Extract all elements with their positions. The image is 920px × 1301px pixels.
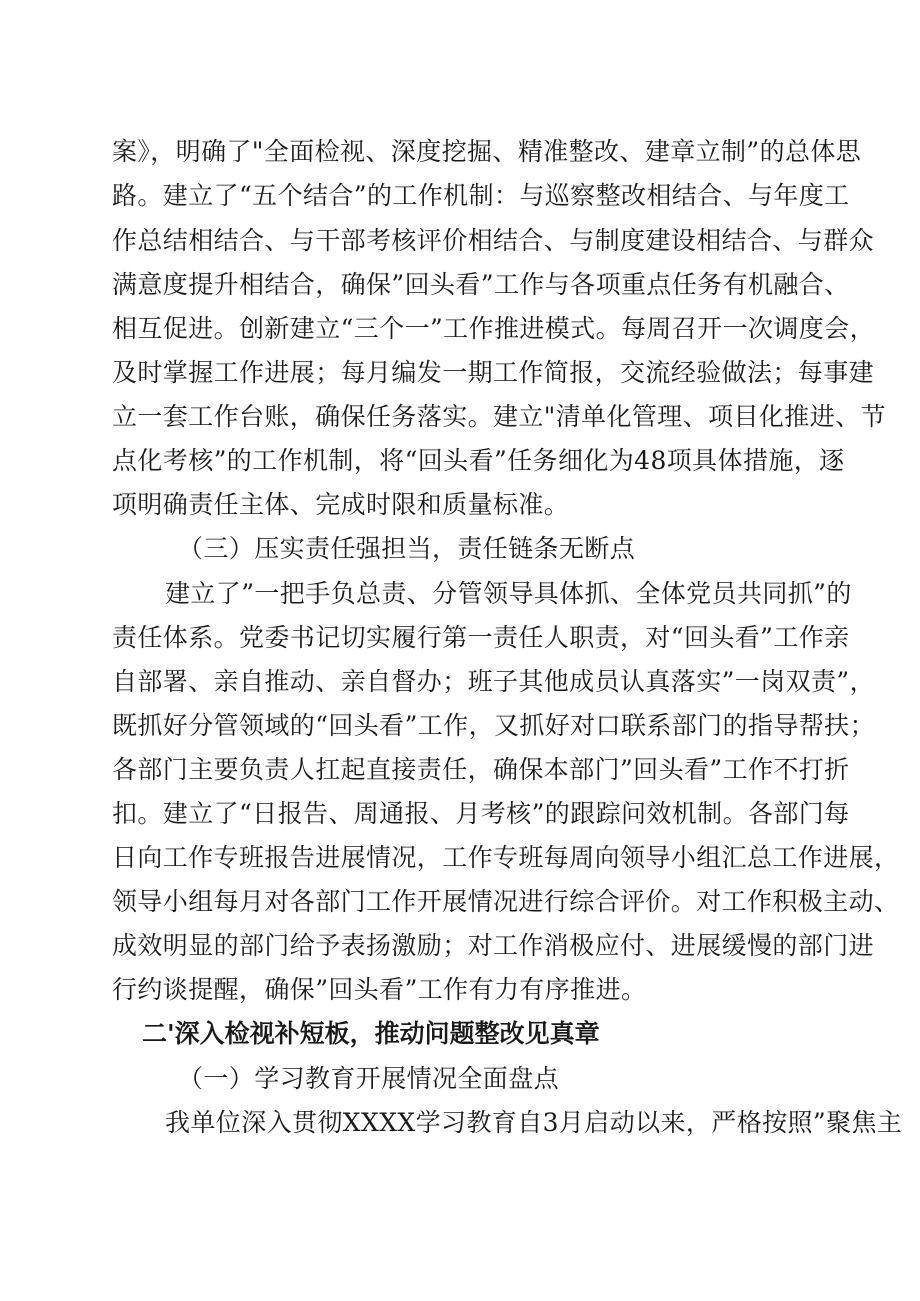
- paragraph-line: 点化考核”的工作机制，将“回头看”任务细化为48项具体措施，逐: [112, 446, 845, 475]
- paragraph-line: 日向工作专班报告进展情况，工作专班每周向领导小组汇总工作进展，: [112, 843, 900, 872]
- paragraph-line: 成效明显的部门给予表扬激励；对工作消极应付、进展缓慢的部门进: [112, 931, 875, 960]
- paragraph-line: 领导小组每月对各部门工作开展情况进行综合评价。对工作积极主动、: [112, 887, 900, 916]
- paragraph-line: 各部门主要负责人扛起直接责任，确保本部门”回头看”工作不打折: [112, 755, 850, 784]
- paragraph-line: 相互促进。创新建立“三个一”工作推进模式。每周召开一次调度会，: [112, 314, 875, 343]
- section-subheading: （一）学习教育开展情况全面盘点: [178, 1064, 560, 1093]
- paragraph-line: 作总结相结合、与干部考核评价相结合、与制度建设相结合、与群众: [112, 226, 875, 255]
- paragraph-line: 既抓好分管领域的“回头看”工作，又抓好对口联系部门的指导帮扶；: [112, 711, 875, 740]
- paragraph-line: 立一套工作台账，确保任务落实。建立"清单化管理、项目化推进、节: [112, 402, 886, 431]
- paragraph-line: 满意度提升相结合，确保”回头看”工作与各项重点任务有机融合、: [112, 270, 850, 299]
- paragraph-line: 路。建立了“五个结合”的工作机制：与巡察整改相结合、与年度工: [112, 181, 850, 210]
- paragraph-line: 及时掌握工作进展；每月编发一期工作简报，交流经验做法；每事建: [112, 358, 875, 387]
- section-subheading: （三）压实责任强担当，责任链条无断点: [178, 534, 636, 563]
- paragraph-line: 自部署、亲自推动、亲自督办；班子其他成员认真落实”一岗双责”，: [112, 667, 875, 696]
- paragraph-line: 项明确责任主体、完成时限和质量标准。: [112, 490, 570, 519]
- paragraph-line: 我单位深入贯彻XXXX学习教育自3月启动以来，严格按照”聚焦主: [165, 1108, 903, 1137]
- paragraph-line: 扣。建立了“日报告、周通报、月考核”的跟踪问效机制。各部门每: [112, 799, 850, 828]
- paragraph-line: 案》，明确了"全面检视、深度挖掘、精准整改、建章立制”的总体思: [112, 137, 862, 166]
- paragraph-line: 责任体系。党委书记切实履行第一责任人职责，对“回头看”工作亲: [112, 623, 850, 652]
- paragraph-line: 行约谈提醒，确保”回头看”工作有力有序推进。: [112, 975, 647, 1004]
- section-heading: 二'深入检视补短板，推动问题整改见真章: [142, 1019, 600, 1048]
- paragraph-line: 建立了”一把手负总责、分管领导具体抓、全体党员共同抓”的: [165, 579, 852, 608]
